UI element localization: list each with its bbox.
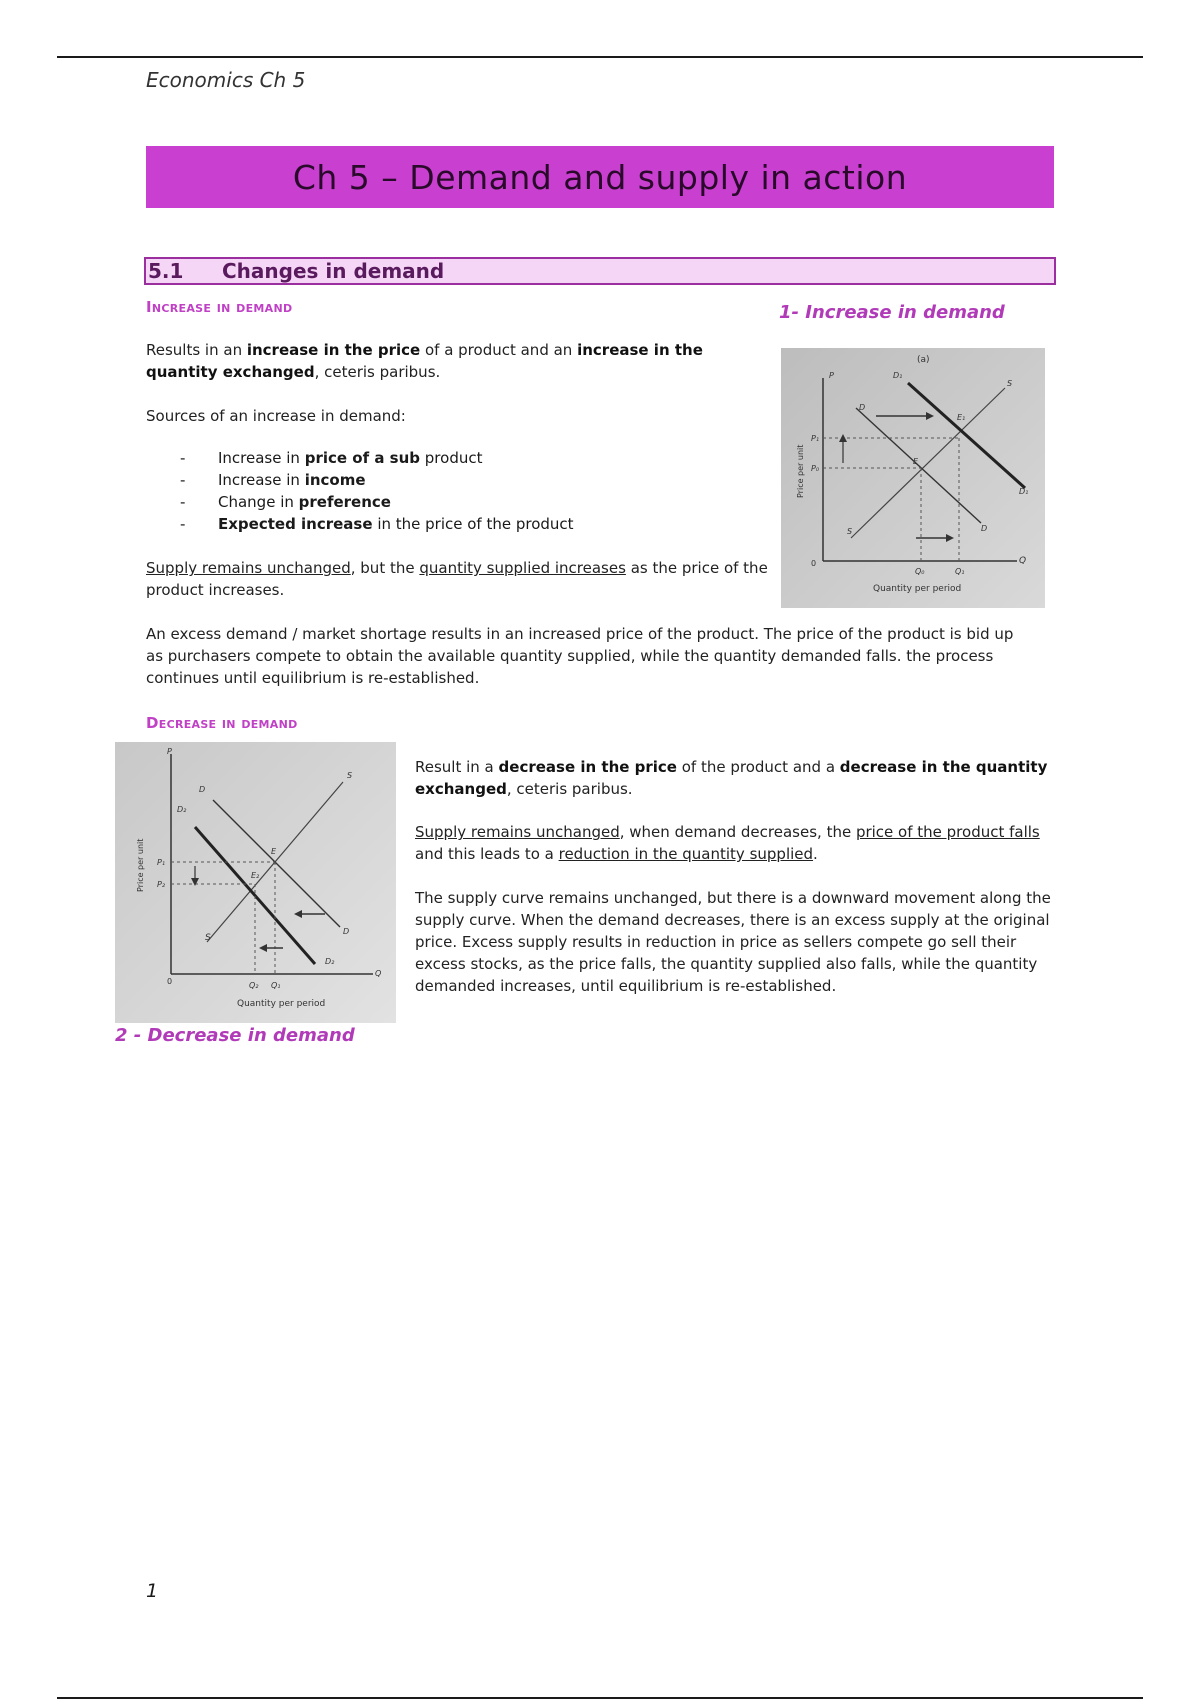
- x-axis-title: Quantity per period: [873, 584, 962, 594]
- qty-label-q2: Q₂: [249, 981, 259, 990]
- increase-figure-caption: 1- Increase in demand: [779, 302, 1005, 323]
- increase-paragraph-3: An excess demand / market shortage results in an increased price of the product. The price of the product is bid up as purchasers compete to obtain the available quantity supplied, while the quantity demanded falls. the process continues until equilibrium is re-established.: [146, 625, 1014, 687]
- curve-label-d-top: D: [199, 785, 206, 794]
- curve-label-s-bottom: S: [205, 933, 211, 943]
- decrease-paragraph-1: Result in a decrease in the price of the product and a decrease in the quantity exchanged, ceteris paribus.: [415, 758, 1048, 798]
- section-title: Changes in demand: [222, 259, 445, 283]
- decrease-paragraph-2: Supply remains unchanged, when demand decreases, the price of the product falls and this leads to a reduction in the quantity supplied.: [415, 823, 1040, 863]
- y-axis-title: Price per unit: [796, 444, 805, 498]
- increase-paragraph-1: Results in an increase in the price of a product and an increase in the quantity exchanged, ceteris paribus.: [146, 341, 703, 381]
- increase-subhead: Increase in demand: [146, 298, 293, 316]
- curve-label-d-bottom: D: [343, 927, 350, 936]
- curve-label-d2-bottom: D₂: [325, 957, 335, 966]
- running-header: Economics Ch 5: [146, 68, 306, 92]
- price-label-p1: P₁: [157, 858, 166, 867]
- point-label-e: E: [271, 847, 277, 856]
- list-item: - Change in preference: [180, 491, 574, 513]
- origin-label: 0: [167, 977, 173, 986]
- qty-label-q1: Q₁: [955, 567, 965, 576]
- decrease-graph-svg: [115, 742, 396, 1023]
- top-rule: [57, 56, 1143, 58]
- curve-label-d-top: D: [859, 403, 866, 412]
- decrease-demand-graph: [115, 742, 396, 1023]
- decrease-paragraph-3: The supply curve remains unchanged, but there is a downward movement along the supply curve. When the demand decreases, there is an excess supply at the original price. Excess supply results in reduction in price as sellers compete go sell their excess stocks, as the price falls, the quantity supplied also falls, while the quantity demanded increases, until equilibrium is re-established.: [415, 889, 1051, 995]
- decrease-subhead: Decrease in demand: [146, 714, 298, 732]
- list-item: - Expected increase in the price of the product: [180, 513, 574, 535]
- sources-intro: Sources of an increase in demand:: [146, 407, 406, 425]
- axis-label-p: P: [829, 371, 834, 380]
- qty-label-q1: Q₁: [271, 981, 281, 990]
- curve-label-d2-top: D₂: [177, 805, 187, 814]
- price-label-p0: P₀: [811, 464, 820, 473]
- curve-label-s-bottom: S: [847, 527, 853, 536]
- chapter-title: Ch 5 – Demand and supply in action: [292, 157, 908, 197]
- increase-graph-svg: [781, 348, 1045, 608]
- price-label-p2: P₂: [157, 880, 166, 889]
- chapter-title-banner: [146, 146, 1054, 208]
- page-number: 1: [146, 1580, 159, 1602]
- point-label-e2: E₂: [251, 871, 260, 880]
- curve-label-s-top: S: [1007, 379, 1013, 388]
- axis-label-p: P: [167, 747, 172, 756]
- axis-label-q: Q: [375, 969, 382, 978]
- point-label-e1: E₁: [957, 413, 966, 422]
- curve-label-s-top: S: [347, 771, 353, 780]
- x-axis-title: Quantity per period: [237, 999, 326, 1009]
- increase-demand-graph: [781, 348, 1045, 608]
- section-number: 5.1: [148, 259, 184, 283]
- curve-label-d1-top: D₁: [893, 371, 903, 380]
- list-item: - Increase in price of a sub product: [180, 447, 574, 469]
- y-axis-title: Price per unit: [136, 838, 145, 892]
- graph-label-a: (a): [917, 355, 930, 365]
- point-label-e: E: [913, 457, 919, 466]
- section-heading: [144, 257, 1056, 285]
- bottom-rule: [57, 1697, 1143, 1699]
- qty-label-q0: Q₀: [915, 567, 925, 576]
- curve-label-d-bottom: D: [981, 524, 988, 533]
- origin-label: 0: [811, 559, 817, 568]
- curve-label-d1-bottom: D₁: [1019, 487, 1029, 496]
- list-item: - Increase in income: [180, 469, 574, 491]
- increase-paragraph-2: Supply remains unchanged, but the quantity supplied increases as the price of the product increases.: [146, 559, 768, 599]
- axis-label-q: Q: [1019, 556, 1027, 566]
- price-label-p1: P₁: [811, 434, 820, 443]
- sources-list: [180, 447, 574, 535]
- decrease-figure-caption: 2 - Decrease in demand: [115, 1025, 355, 1046]
